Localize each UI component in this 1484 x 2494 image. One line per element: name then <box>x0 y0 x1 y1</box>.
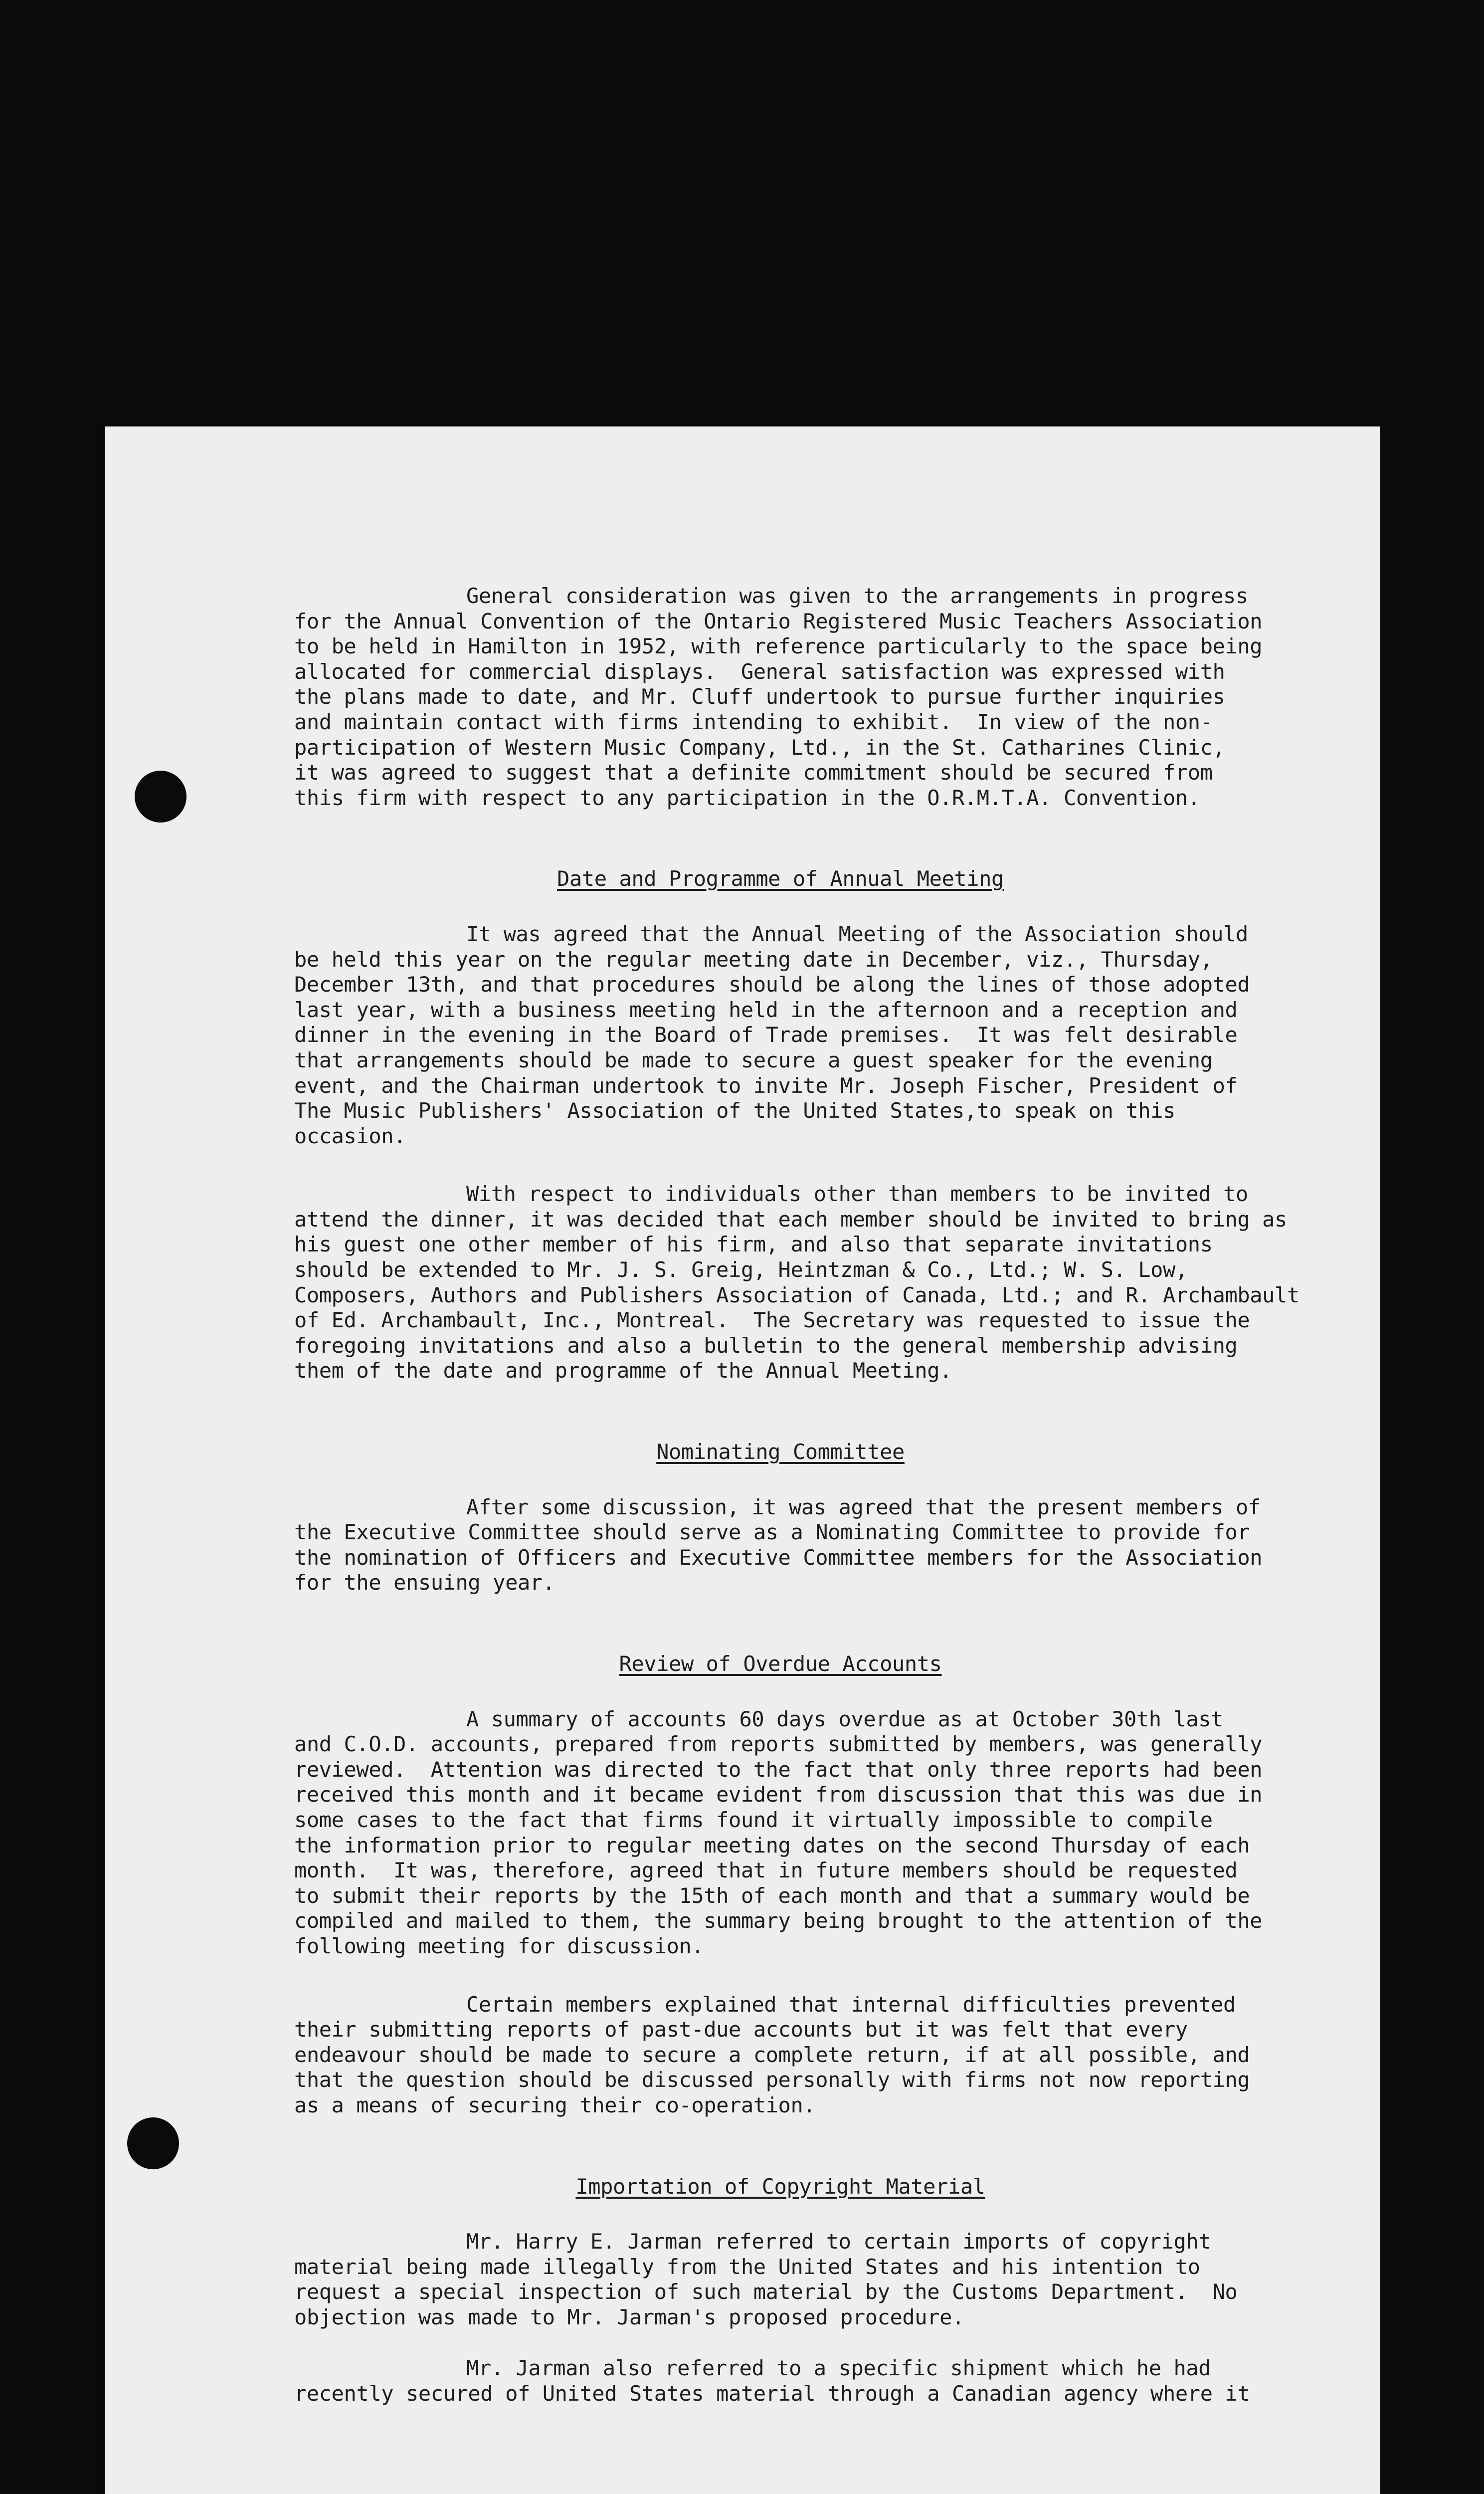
text-line: of Ed. Archambault, Inc., Montreal. The Secretary was requested to issue the <box>294 1308 1250 1333</box>
text-line: to be held in Hamilton in 1952, with reference particularly to the space being <box>294 634 1263 659</box>
text-line: occasion. <box>294 1123 406 1148</box>
text-line: that the question should be discussed personally with firms not now reporting <box>294 2068 1250 2092</box>
text-line: that arrangements should be made to secure a guest speaker for the evening <box>294 1047 1213 1072</box>
text-line: attend the dinner, it was decided that each member should be invited to bring as <box>294 1207 1287 1232</box>
text-line: foregoing invitations and also a bulletin to the general membership advising <box>294 1333 1238 1358</box>
body-paragraph <box>294 584 1391 811</box>
text-line: objection was made to Mr. Jarman's proposed procedure. <box>294 2304 964 2329</box>
body-paragraph <box>294 2229 1391 2330</box>
text-line: received this month and it became evident from discussion that this was due in <box>294 1782 1263 1807</box>
text-line: material being made illegally from the United States and his intention to <box>294 2254 1200 2279</box>
text-line: Mr. Harry E. Jarman referred to certain imports of copyright <box>466 2229 1211 2254</box>
text-line: With respect to individuals other than members to be invited to <box>466 1182 1248 1207</box>
body-paragraph <box>294 1707 1391 1959</box>
text-line: should be extended to Mr. J. S. Greig, Heintzman & Co., Ltd.; W. S. Low, <box>294 1257 1188 1282</box>
text-line: his guest one other member of his firm, and also that separate invitations <box>294 1232 1213 1257</box>
text-line: Mr. Jarman also referred to a specific shipment which he had <box>466 2356 1211 2381</box>
text-line: this firm with respect to any participation in the O.R.M.T.A. Convention. <box>294 785 1200 810</box>
section-heading: Importation of Copyright Material <box>575 2174 985 2199</box>
text-line: reviewed. Attention was directed to the fact that only three reports had been <box>294 1757 1263 1782</box>
text-line: the information prior to regular meeting dates on the second Thursday of each <box>294 1833 1250 1858</box>
text-line: be held this year on the regular meeting date in December, viz., Thursday, <box>294 947 1213 972</box>
text-line: it was agreed to suggest that a definite commitment should be secured from <box>294 760 1213 785</box>
text-line: following meeting for discussion. <box>294 1933 704 1958</box>
text-line: dinner in the evening in the Board of Trade premises. It was felt desirable <box>294 1023 1238 1047</box>
text-line: month. It was, therefore, agreed that in future members should be requested <box>294 1858 1238 1883</box>
text-line: last year, with a business meeting held in the afternoon and a reception and <box>294 997 1238 1022</box>
text-line: request a special inspection of such material by the Customs Department. No <box>294 2280 1238 2304</box>
text-line: Composers, Authors and Publishers Association of Canada, Ltd.; and R. Archambault <box>294 1282 1299 1307</box>
text-line: The Music Publishers' Association of the United States,to speak on this <box>294 1098 1175 1123</box>
section-heading: Nominating Committee <box>656 1440 905 1464</box>
text-line: and C.O.D. accounts, prepared from reports submitted by members, was generally <box>294 1732 1263 1757</box>
text-line: A summary of accounts 60 days overdue as at October 30th last <box>466 1706 1224 1731</box>
body-paragraph <box>294 1182 1391 1384</box>
text-line: the nomination of Officers and Executive Committee members for the Association <box>294 1545 1263 1570</box>
section-heading: Review of Overdue Accounts <box>619 1652 942 1676</box>
text-line: December 13th, and that procedures should be along the lines of those adopted <box>294 972 1250 997</box>
text-line: the plans made to date, and Mr. Cluff undertook to pursue further inquiries <box>294 684 1225 709</box>
body-paragraph <box>294 1495 1391 1596</box>
text-line: It was agreed that the Annual Meeting of the Association should <box>466 921 1248 946</box>
text-line: endeavour should be made to secure a complete return, if at all possible, and <box>294 2042 1250 2067</box>
document-page <box>105 426 1380 2494</box>
text-line: as a means of securing their co-operation. <box>294 2092 816 2117</box>
punch-hole-bottom <box>127 2117 179 2169</box>
text-line: some cases to the fact that firms found it virtually impossible to compile <box>294 1807 1213 1832</box>
text-line: recently secured of United States material through a Canadian agency where it <box>294 2381 1250 2406</box>
punch-hole-top <box>135 771 186 823</box>
text-line: General consideration was given to the arrangements in progress <box>466 584 1248 608</box>
text-line: them of the date and programme of the Annual Meeting. <box>294 1358 952 1383</box>
text-line: their submitting reports of past-due accounts but it was felt that every <box>294 2017 1188 2042</box>
text-line: to submit their reports by the 15th of each month and that a summary would be <box>294 1883 1250 1908</box>
text-line: for the Annual Convention of the Ontario Registered Music Teachers Association <box>294 609 1263 633</box>
body-paragraph <box>294 1992 1391 2118</box>
body-paragraph <box>294 922 1391 1149</box>
text-line: participation of Western Music Company, Ltd., in the St. Catharines Clinic, <box>294 735 1225 760</box>
text-line: allocated for commercial displays. General satisfaction was expressed with <box>294 659 1225 684</box>
document-body <box>294 584 1391 2407</box>
text-line: and maintain contact with firms intending to exhibit. In view of the non- <box>294 709 1213 734</box>
text-line: the Executive Committee should serve as a Nominating Committee to provide for <box>294 1520 1250 1545</box>
section-heading: Date and Programme of Annual Meeting <box>557 866 1004 891</box>
text-line: Certain members explained that internal difficulties prevented <box>466 1992 1236 2017</box>
text-line: for the ensuing year. <box>294 1570 555 1595</box>
text-line: After some discussion, it was agreed that the present members of <box>466 1494 1261 1519</box>
text-line: compiled and mailed to them, the summary being brought to the attention of the <box>294 1908 1263 1933</box>
text-line: event, and the Chairman undertook to invite Mr. Joseph Fischer, President of <box>294 1073 1238 1098</box>
body-paragraph <box>294 2356 1391 2406</box>
